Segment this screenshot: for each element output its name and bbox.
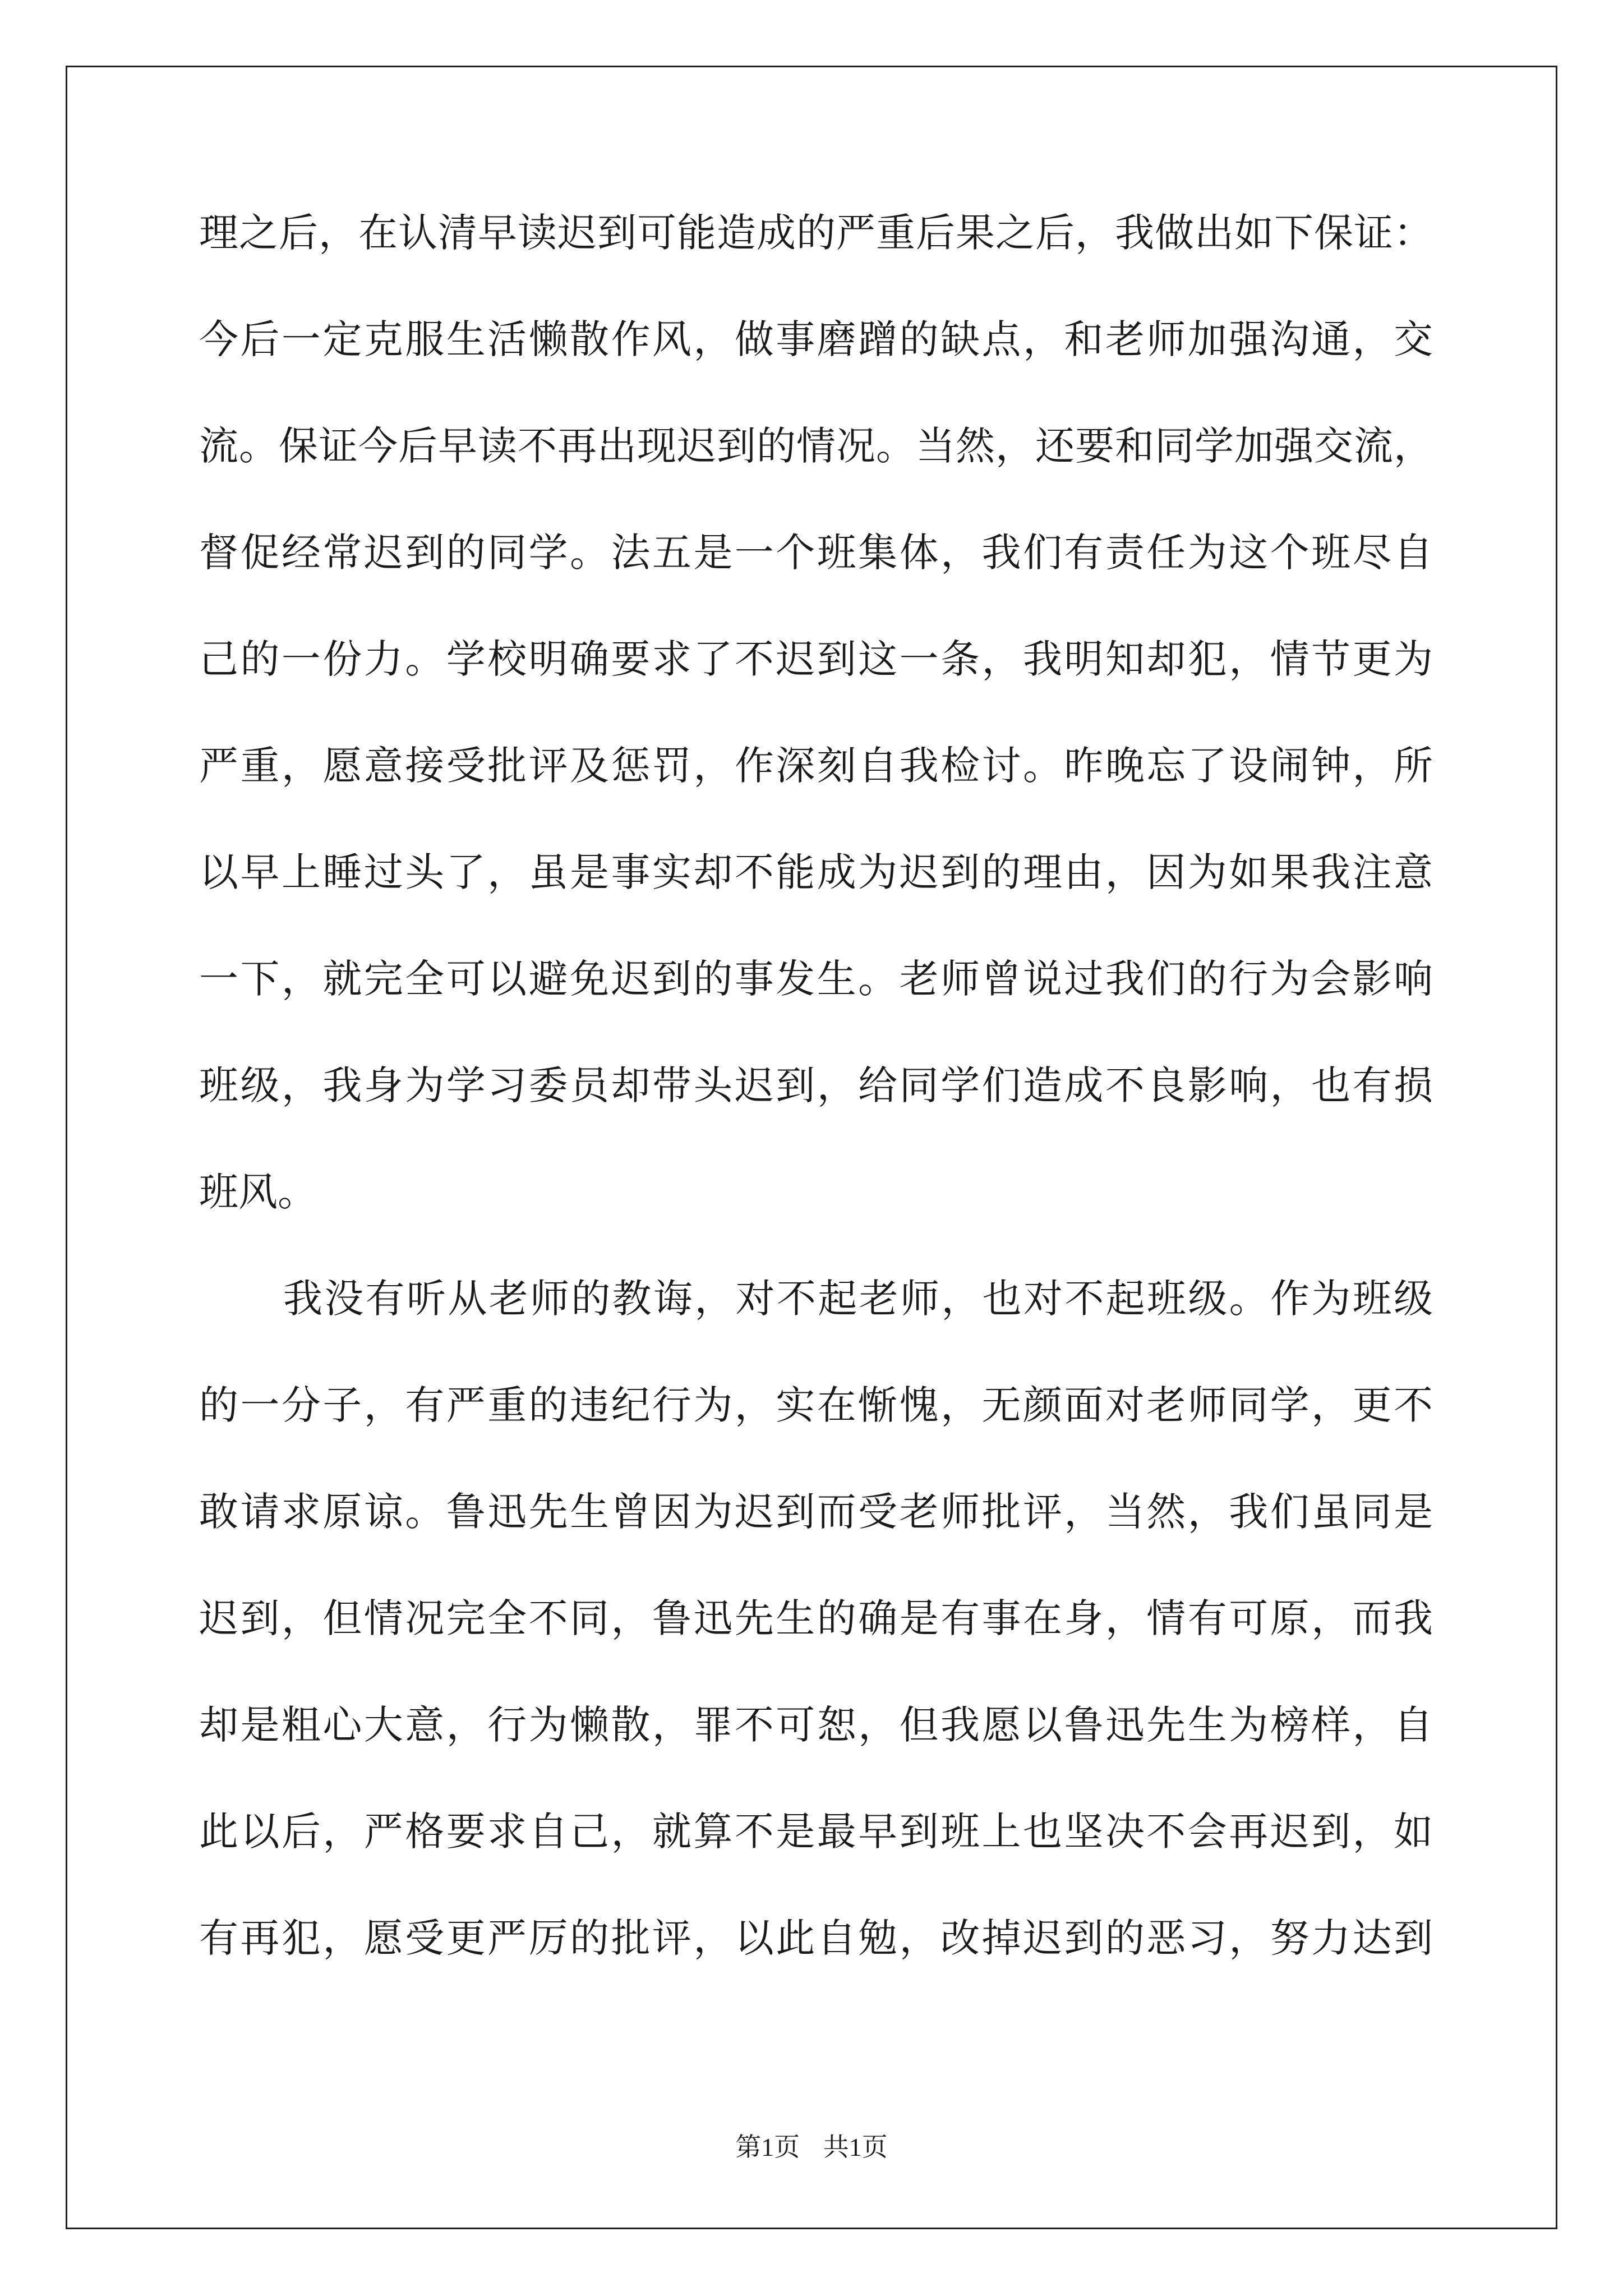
text-line-6: 严重，愿意接受批评及惩罚，作深刻自我检讨。昨晚忘了设闹钟，所 [199, 743, 1433, 789]
document-body [199, 210, 1433, 2025]
text-line-9: 班级，我身为学习委员却带头迟到，给同学们造成不良影响，也有损 [199, 1062, 1433, 1108]
text-line-10: 班风。 [199, 1169, 317, 1215]
text-line-4: 督促经常迟到的同学。法五是一个班集体，我们有责任为这个班尽自 [199, 530, 1433, 576]
text-line-2: 今后一定克服生活懒散作风，做事磨蹭的缺点，和老师加强沟通，交 [199, 316, 1433, 362]
text-line-7: 以早上睡过头了，虽是事实却不能成为迟到的理由，因为如果我注意 [199, 849, 1433, 895]
text-line-13: 敢请求原谅。鲁迅先生曾因为迟到而受老师批评，当然，我们虽同是 [199, 1489, 1433, 1535]
text-line-5: 己的一份力。学校明确要求了不迟到这一条，我明知却犯，情节更为 [199, 636, 1433, 682]
text-line-15: 却是粗心大意，行为懒散，罪不可恕，但我愿以鲁迅先生为榜样，自 [199, 1702, 1433, 1748]
text-line-3: 流。保证今后早读不再出现迟到的情况。当然，还要和同学加强交流， [199, 423, 1433, 469]
text-line-11: 我没有听从老师的教诲，对不起老师，也对不起班级。作为班级 [283, 1276, 1433, 1322]
text-line-17: 有再犯，愿受更严厉的批评，以此自勉，改掉迟到的恶习，努力达到 [199, 1915, 1433, 1961]
text-line-1: 理之后，在认清早读迟到可能造成的严重后果之后，我做出如下保证： [199, 210, 1433, 256]
text-line-16: 此以后，严格要求自己，就算不是最早到班上也坚决不会再迟到，如 [199, 1809, 1433, 1855]
text-line-8: 一下，就完全可以避免迟到的事发生。老师曾说过我们的行为会影响 [199, 956, 1433, 1002]
text-line-12: 的一分子，有严重的违纪行为，实在惭愧，无颜面对老师同学，更不 [199, 1382, 1433, 1428]
text-line-14: 迟到，但情况完全不同，鲁迅先生的确是有事在身，情有可原，而我 [199, 1595, 1433, 1641]
page-footer: 第1页 共1页 [735, 2133, 888, 2161]
